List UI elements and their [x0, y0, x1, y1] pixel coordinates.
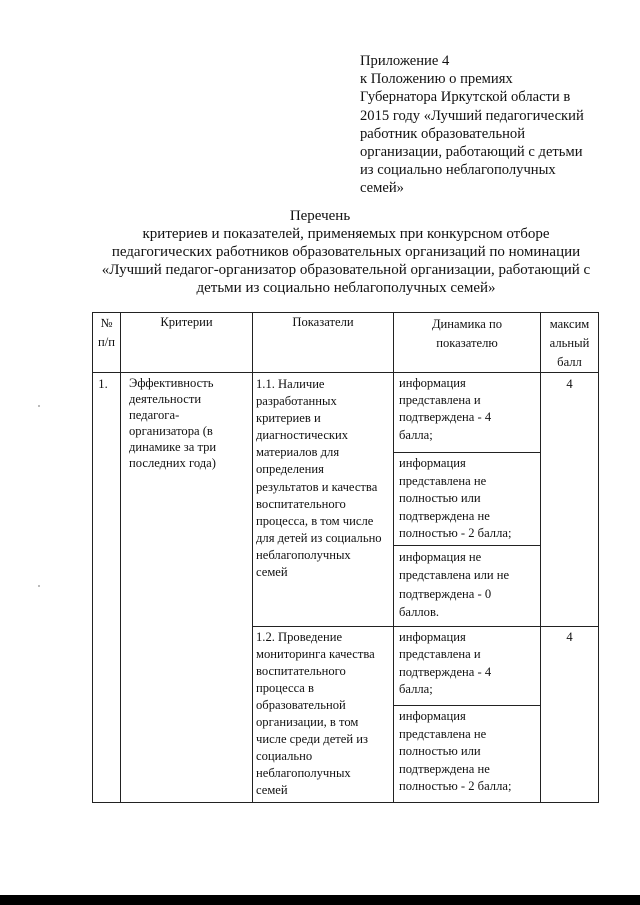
appendix-line: 2015 году «Лучший педагогический [360, 107, 584, 124]
dynamics-cell: информация представлена не полностью или подтверждена не полностью - 2 балла; [399, 456, 512, 541]
max-score-cell: 4 [566, 630, 573, 644]
criteria-cell: Эффективность деятельности педагога- организатора (в динамике за три последних года) [129, 376, 217, 470]
dynamics-cell: информация представлена не полностью или подтверждена не полностью - 2 балла; [399, 709, 512, 794]
max-score-cell: 4 [566, 377, 573, 391]
appendix-line: Губернатора Иркутской области в [360, 89, 571, 106]
scan-mark [38, 585, 40, 587]
table-border-right [598, 312, 599, 803]
header-dynamics: Динамика по показателю [431, 317, 503, 350]
appendix-line: организации, работающий с детьми [360, 144, 583, 161]
subtitle-line: детьми из социально неблагополучных семей» [196, 280, 496, 296]
subtitle-line: «Лучший педагог-организатор образовательной организации, работающий с [101, 262, 591, 278]
document-subtitle [88, 225, 604, 297]
document-title: Перечень [289, 208, 351, 224]
dynamics-divider [393, 545, 540, 546]
column-divider [393, 312, 394, 803]
appendix-note [360, 52, 610, 198]
column-divider [120, 312, 121, 803]
subtitle-line: педагогических работников образовательных организаций по номинации [111, 244, 581, 260]
dynamics-divider [393, 705, 540, 706]
indicator-cell-1-1: 1.1. Наличие разработанных критериев и диагностических материалов для определения результатов и качества воспитательного процесса, в том числе для детей из социально неблагополучных семей [256, 377, 382, 580]
header-criteria: Критерии [160, 315, 213, 329]
appendix-line: работник образовательной [360, 125, 526, 142]
dynamics-divider [393, 452, 540, 453]
appendix-line: семей» [360, 180, 404, 197]
dynamics-cell: информация представлена и подтверждена - 4 балла; [399, 376, 492, 442]
scan-bottom-edge [0, 895, 640, 905]
appendix-line: из социально неблагополучных [360, 162, 556, 179]
row-divider [252, 626, 598, 627]
appendix-line: Приложение 4 [360, 53, 450, 69]
subtitle-line: критериев и показателей, применяемых при конкурсном отборе [142, 226, 550, 242]
table-border-bottom [92, 802, 598, 803]
header-num: № п/п [98, 316, 115, 349]
indicator-cell-1-2: 1.2. Проведение мониторинга качества воспитательного процесса в образовательной организации, в том числе среди детей из социально неблагополучных семей [256, 630, 375, 797]
row-number: 1. [98, 377, 108, 391]
dynamics-cell: информация не представлена или не подтверждена - 0 баллов. [399, 550, 510, 620]
header-indicators: Показатели [292, 315, 354, 329]
header-max-score: максим альный балл [549, 317, 590, 369]
column-divider [252, 312, 253, 803]
appendix-line: к Положению о премиях [360, 71, 513, 88]
scan-mark [38, 405, 40, 407]
table-border-top [92, 312, 598, 313]
table-header-divider [92, 372, 598, 373]
dynamics-cell: информация представлена и подтверждена - 4 балла; [399, 630, 492, 697]
